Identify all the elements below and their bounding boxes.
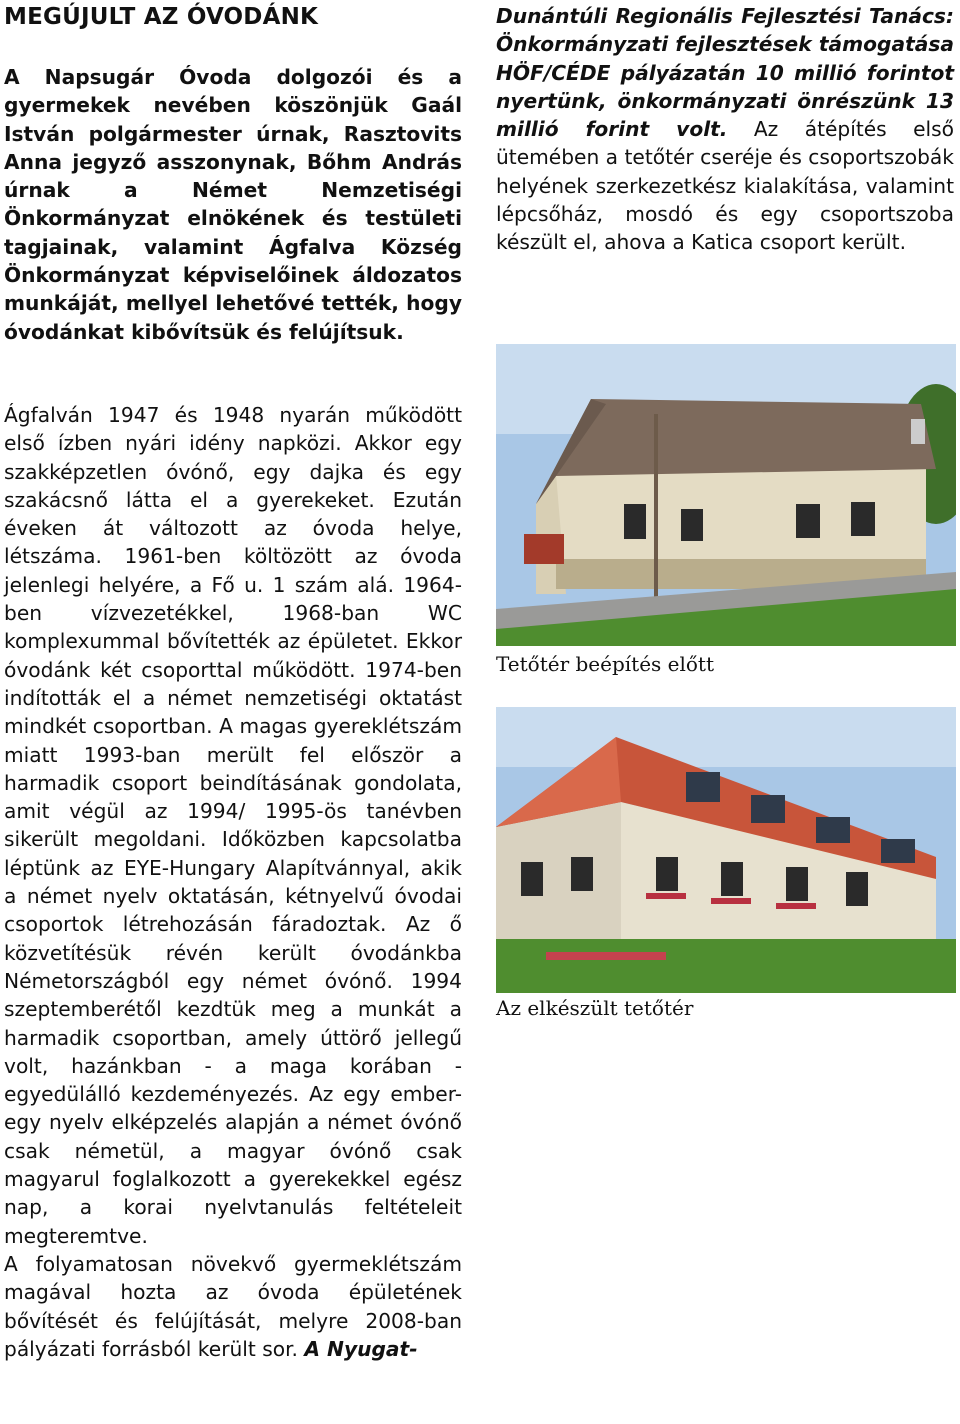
- funding-plain: Az átépítés első ütemében a tetőtér cseréje és csoportszobák helyének szerkezetkész kialakítása, valamint lépcsőház, mosdó és egy csoportszoba készült el, ahova a Katica csoport került.: [496, 117, 954, 255]
- funding-paragraph: [496, 2, 954, 257]
- photo-before-renovation: [496, 344, 956, 646]
- growth-text: A folyamatosan növekvő gyermeklétszám magával hozta az óvoda épületének bővítését és felújítását, melyre 2008-ban pályázati forrásból került sor.: [4, 1251, 462, 1361]
- history-text: Ágfalván 1947 és 1948 nyarán működött első ízben nyári idény napközi. Akkor egy szakképzetlen óvónő, egy dajka és egy szakácsnő látta el a gyerekeket. Ezután éveken át változott az óvoda helye, létszáma. 1961-ben költözött az óvoda jelenlegi helyére, a Fő u. 1 szám alá. 1964-ben vízvezetékkel, 1968-ban WC komplexummal bővítették az épületet. Ekkor óvodánk két csoporttal működött. 1974-ben indították el a német nemzetiségi oktatást mindkét csoportban. A magas gyereklétszám miatt 1993-ban merült fel először a harmadik csoport beindításának gondolata, amit végül az 1994/ 1995-ös tanévben sikerült megoldani. Időközben kapcsolatba léptünk az EYE-Hungary Alapítvánnyal, akik a német nyelv oktatásán, kétnyelvű óvodai csoportok létrehozásán fáradoztak. Az ő közvetítésük révén került óvodánkba Németországból egy német óvónő. 1994 szeptemberétől kezdtük meg a munkát a harmadik csoportban, amely úttörő jellegű volt, hazánkban - a maga korában - egyedülálló kezdeményezés. Az egy ember- egy nyelv elképzelés alapján a német óvónő csak németül, a magyar óvónő csak magyarul foglalkozott a gyerekekkel egész nap, a korai nyelvtanulás feltételeit megteremtve.: [4, 403, 462, 1248]
- caption-before: Tetőtér beépítés előtt: [496, 652, 715, 676]
- building-before-image: [496, 344, 956, 646]
- caption-after: Az elkészült tetőtér: [496, 996, 694, 1020]
- funding-italic: Dunántúli Regionális Fejlesztési Tanács: Önkormányzati fejlesztések támogatása HÖF/CÉDE pályázatán 10 millió forintot nyertünk, önkormányzati önrészünk 13 millió forint volt.: [496, 4, 954, 142]
- history-paragraph: [4, 401, 462, 1363]
- photo-after-renovation: [496, 707, 956, 993]
- building-after-image: [496, 707, 956, 993]
- intro-paragraph: A Napsugár Óvoda dolgozói és a gyermekek nevében köszönjük Gaál István polgármester úrnak, Rasztovits Anna jegyző asszonynak, Bőhm András úrnak a Német Nemzetiségi Önkormányzat elnökének és testületi tagjainak, valamint Ágfalva Község Önkormányzat képviselőinek áldozatos munkáját, mellyel lehetővé tették, hogy óvodánkat kibővítsük és felújítsuk.: [4, 65, 462, 344]
- article-title: MEGÚJULT AZ ÓVODÁNK: [4, 4, 319, 30]
- growth-tail: A Nyugat-: [304, 1336, 418, 1361]
